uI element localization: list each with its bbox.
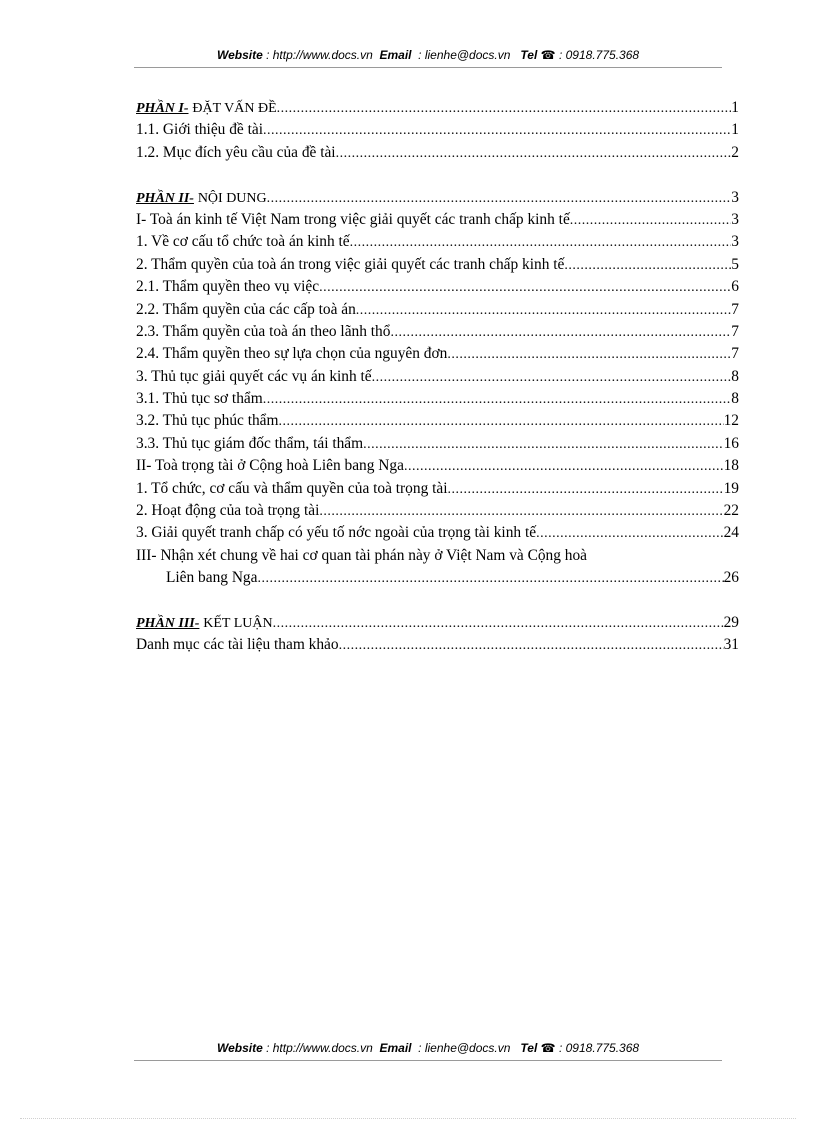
dot-leader (273, 613, 724, 634)
dot-leader (390, 322, 731, 343)
toc-entry[interactable] (136, 455, 739, 477)
toc-entry[interactable] (136, 299, 739, 321)
dot-leader (339, 635, 724, 656)
toc-entry[interactable] (136, 366, 739, 388)
entry-title: III- Nhận xét chung về hai cơ quan tài phán này ở Việt Nam và Cộng hoà (136, 546, 588, 564)
entry-title: 1. Về cơ cấu tổ chức toà án kinh tế (136, 233, 350, 251)
dot-leader (267, 188, 732, 209)
entry-title: 2. Thẩm quyền của toà án trong việc giải quyết các tranh chấp kinh tế (136, 255, 565, 273)
toc-entry-line-2[interactable] (136, 567, 739, 589)
toc-entry[interactable] (136, 634, 739, 656)
entry-title: 1.1. Giới thiệu đề tài (136, 121, 263, 139)
website-label: Website (216, 1041, 263, 1055)
page-number: 2 (731, 143, 739, 161)
toc-part-3[interactable] (136, 612, 739, 634)
page-number: 29 (723, 613, 739, 631)
page-number: 8 (731, 367, 739, 385)
tel-label: Tel (520, 1041, 538, 1055)
dot-leader (570, 210, 732, 231)
email-value: : lienhe@docs.vn (418, 48, 511, 62)
dot-leader (564, 255, 731, 276)
entry-title: 3. Giải quyết tranh chấp có yếu tố nớc ngoài của trọng tài kinh tế (136, 524, 537, 542)
page-number: 3 (731, 188, 739, 206)
page-number: 12 (723, 412, 739, 430)
entry-title: 3.1. Thủ tục sơ thẩm (136, 390, 263, 408)
page-number: 6 (731, 278, 739, 296)
page-footer (134, 1040, 722, 1061)
entry-title: 2.2. Thẩm quyền của các cấp toà án (136, 300, 356, 318)
entry-title: II- Toà trọng tài ở Cộng hoà Liên bang Nga (136, 457, 404, 475)
email-label: Email (379, 48, 412, 62)
toc-entry-line-1[interactable] (136, 545, 739, 567)
part-label: PHẦN II- (136, 190, 194, 206)
toc-entry[interactable] (136, 276, 739, 298)
entry-title: 3.3. Thủ tục giám đốc thẩm, tái thẩm (136, 434, 364, 452)
toc-part-1[interactable] (136, 97, 739, 119)
page-edge-divider (20, 1118, 796, 1119)
toc-entry[interactable] (136, 478, 739, 500)
page-header (134, 47, 722, 68)
toc-entry[interactable] (136, 254, 739, 276)
phone-icon: ☎ (540, 48, 556, 62)
page-number: 5 (731, 255, 739, 273)
toc-part-2[interactable] (136, 187, 739, 209)
entry-title: Danh mục các tài liệu tham khảo (136, 636, 339, 654)
entry-title: 2.4. Thẩm quyền theo sự lựa chọn của nguyên đơn (136, 345, 448, 363)
page-number: 7 (731, 300, 739, 318)
dot-leader (372, 367, 732, 388)
dot-leader (257, 568, 723, 589)
tel-label: Tel (520, 48, 538, 62)
entry-title: 3.2. Thủ tục phúc thẩm (136, 412, 279, 430)
page-number: 16 (723, 434, 739, 452)
toc-entry[interactable] (136, 209, 739, 231)
dot-leader (336, 143, 732, 164)
part-title: KẾT LUẬN (203, 615, 273, 631)
part-title: NỘI DUNG (197, 190, 267, 206)
dot-leader (363, 434, 724, 455)
dot-leader (277, 98, 732, 119)
dot-leader (278, 411, 723, 432)
entry-title: 1.2. Mục đích yêu cầu của đề tài (136, 143, 336, 161)
page-number: 7 (731, 322, 739, 340)
toc-entry[interactable] (136, 321, 739, 343)
entry-title: 2.3. Thẩm quyền của toà án theo lãnh thổ (136, 322, 391, 340)
toc-entry[interactable] (136, 142, 739, 164)
page-number: 3 (731, 210, 739, 228)
dot-leader (263, 120, 731, 141)
part-title: ĐẶT VẤN ĐỀ (192, 101, 277, 116)
toc-entry[interactable] (136, 119, 739, 141)
toc-entry[interactable] (136, 343, 739, 365)
toc-entry[interactable] (136, 500, 739, 522)
page-number: 31 (723, 636, 739, 654)
entry-title-continued: Liên bang Nga (166, 569, 258, 587)
toc-entry[interactable] (136, 231, 739, 253)
tel-value: : 0918.775.368 (558, 48, 640, 62)
tel-value: : 0918.775.368 (558, 1041, 640, 1055)
website-value: : http://www.docs.vn (266, 1041, 373, 1055)
email-value: : lienhe@docs.vn (418, 1041, 511, 1055)
entry-title: I- Toà án kinh tế Việt Nam trong việc giải quyết các tranh chấp kinh tế (136, 210, 570, 228)
page-number: 26 (723, 569, 739, 587)
dot-leader (536, 523, 724, 544)
dot-leader (319, 277, 731, 298)
toc-entry[interactable] (136, 433, 739, 455)
website-label: Website (216, 48, 263, 62)
dot-leader (263, 389, 732, 410)
page-number: 1 (731, 121, 739, 139)
dot-leader (447, 344, 731, 365)
page-number: 3 (731, 233, 739, 251)
email-label: Email (379, 1041, 412, 1055)
page-number: 7 (731, 345, 739, 363)
entry-title: 1. Tổ chức, cơ cấu và thẩm quyền của toà trọng tài (136, 479, 448, 497)
page-number: 1 (731, 99, 739, 116)
dot-leader (319, 501, 723, 522)
dot-leader (404, 456, 724, 477)
part-label: PHẦN I- (136, 101, 189, 116)
page-number: 24 (723, 524, 739, 542)
part-label: PHẦN III- (136, 615, 200, 631)
toc-entry[interactable] (136, 388, 739, 410)
page-number: 22 (723, 502, 739, 520)
dot-leader (356, 300, 732, 321)
dot-leader (448, 479, 724, 500)
table-of-contents (136, 97, 739, 657)
phone-icon: ☎ (540, 1041, 556, 1055)
page-number: 18 (723, 457, 739, 475)
entry-title: 2. Hoạt động của toà trọng tài (136, 502, 320, 520)
entry-title: 3. Thủ tục giải quyết các vụ án kinh tế (136, 367, 372, 385)
website-value: : http://www.docs.vn (266, 48, 373, 62)
toc-entry[interactable] (136, 522, 739, 544)
page-number: 8 (731, 390, 739, 408)
entry-title: 2.1. Thẩm quyền theo vụ việc (136, 278, 320, 296)
dot-leader (350, 232, 732, 253)
page-number: 19 (723, 479, 739, 497)
toc-entry[interactable] (136, 410, 739, 432)
